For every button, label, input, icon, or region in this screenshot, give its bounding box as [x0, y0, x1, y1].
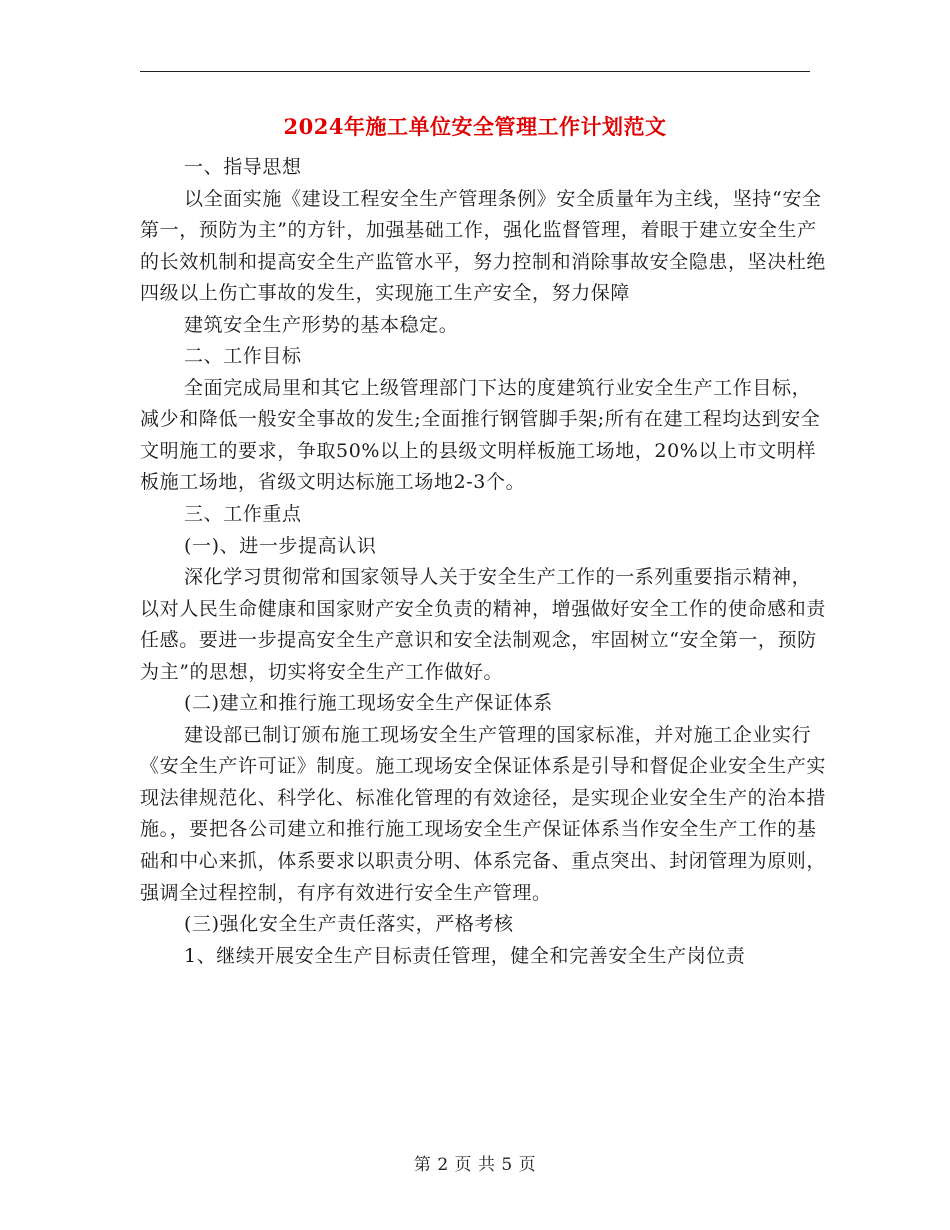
document-body	[140, 152, 830, 972]
subsection-heading: (三)强化安全生产责任落实，严格考核	[184, 913, 514, 936]
paragraph: 建设部已制订颁布施工现场安全生产管理的国家标准，并对施工企业实行《安全生产许可证》制度。施工现场安全保证体系是引导和督促企业安全生产实现法律规范化、科学化、标准化管理的有效途径，是实现企业安全生产的治本措施。，要把各公司建立和推行施工现场安全生产保证体系当作安全生产工作的基础和中心来抓，体系要求以职责分明、体系完备、重点突出、封闭管理为原则，强调全过程控制，有序有效进行安全生产管理。	[140, 723, 827, 904]
page-footer: 第 2 页 共 5 页	[413, 1155, 537, 1175]
section-heading-work-goals: 二、工作目标	[184, 345, 302, 368]
section-heading-guiding-ideology: 一、指导思想	[184, 156, 302, 178]
subsection-heading: (一)、进一步提高认识	[184, 534, 377, 557]
header-rule	[140, 71, 810, 72]
paragraph: 深化学习贯彻常和国家领导人关于安全生产工作的一系列重要指示精神，以对人民生命健康和国家财产安全负责的精神，增强做好安全工作的使命感和责任感。要进一步提高安全生产意识和安全法制观念，牢固树立“安全第一，预防为主”的思想，切实将安全生产工作做好。	[140, 566, 827, 683]
paragraph: 以全面实施《建设工程安全生产管理条例》安全质量年为主线，坚持“安全第一，预防为主”的方针，加强基础工作，强化监督管理，着眼于建立安全生产的长效机制和提高安全生产监管水平，努力控制和消除事故安全隐患，坚决杜绝四级以上伤亡事故的发生，实现施工生产安全，努力保障	[140, 187, 827, 305]
paragraph: 1、继续开展安全生产目标责任管理，健全和完善安全生产岗位责	[184, 944, 746, 967]
subsection-heading: (二)建立和推行施工现场安全生产保证体系	[184, 692, 553, 715]
section-heading-work-focus: 三、工作重点	[184, 503, 302, 526]
paragraph: 建筑安全生产形势的基本稳定。	[184, 313, 459, 336]
paragraph: 全面完成局里和其它上级管理部门下达的度建筑行业安全生产工作目标，减少和降低一般安全事故的发生;全面推行钢管脚手架;所有在建工程均达到安全文明施工的要求，争取50%以上的县级文明样板施工场地，20%以上市文明样板施工场地，省级文明达标施工场地2-3个。	[140, 376, 821, 494]
document-title: 2024年施工单位安全管理工作计划范文	[283, 114, 667, 139]
